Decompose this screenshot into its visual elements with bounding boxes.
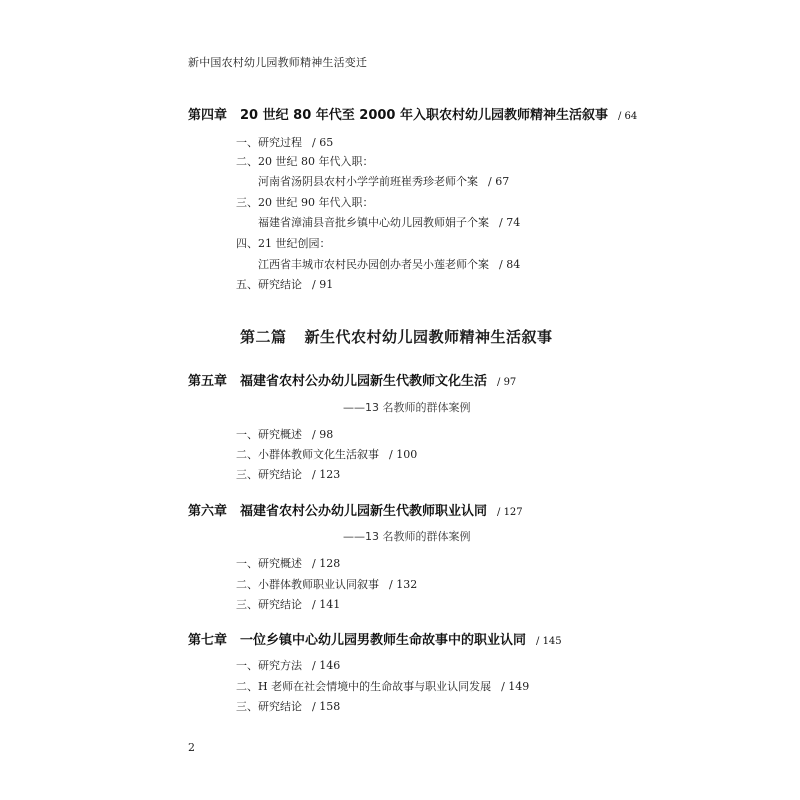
toc-entry-page: / 141 [312,598,341,611]
toc-entry-page: / 158 [312,700,341,713]
toc-entry [236,657,340,673]
toc-entry-label: 一、研究概述 [236,428,302,441]
toc-entry-label: 二、20 世纪 80 年代入职： [236,155,374,168]
toc-entry [236,576,417,592]
page-number: 2 [188,741,195,754]
toc-entry-label: 四、21 世纪创园： [236,237,331,250]
chapter-6-number: 第六章 [188,504,228,519]
toc-entry [236,466,340,482]
toc-entry-label: 一、研究过程 [236,136,302,149]
chapter-6-page: / 127 [497,507,523,518]
toc-entry-label: 一、研究概述 [236,557,302,570]
toc-entry-page: / 84 [499,258,521,271]
chapter-5-subtitle: ——13 名教师的群体案例 [343,401,471,414]
toc-entry-page: / 91 [312,278,334,291]
toc-entry [236,555,340,571]
part-2-title [240,326,553,347]
toc-entry [258,173,509,189]
toc-entry [236,276,333,292]
toc-entry [236,678,529,694]
toc-entry-page: / 123 [312,468,341,481]
chapter-5-number: 第五章 [188,374,228,389]
chapter-4-page: / 64 [618,111,638,122]
toc-entry-label: 二、小群体教师职业认同叙事 [236,578,379,591]
chapter-5-heading [188,370,516,389]
toc-entry-label: 三、20 世纪 90 年代入职： [236,196,374,209]
toc-entry-page: / 65 [312,136,334,149]
toc-entry-label: 二、小群体教师文化生活叙事 [236,448,379,461]
toc-entry-label: 三、研究结论 [236,468,302,481]
chapter-6-heading [188,500,523,519]
toc-entry [236,698,340,714]
toc-entry-page: / 67 [488,175,510,188]
toc-entry [236,426,333,442]
chapter-4-heading [188,104,637,123]
toc-entry-page: / 74 [499,216,521,229]
toc-entry-page: / 100 [389,448,418,461]
chapter-5-title: 福建省农村公办幼儿园新生代教师文化生活 [240,374,488,389]
chapter-4-number: 第四章 [188,108,228,123]
chapter-6-subtitle: ——13 名教师的群体案例 [343,530,471,543]
toc-entry-page: / 98 [312,428,334,441]
chapter-7-page: / 145 [536,636,562,647]
chapter-5-page: / 97 [497,377,517,388]
chapter-7-title: 一位乡镇中心幼儿园男教师生命故事中的职业认同 [240,633,527,648]
chapter-4-title: 20 世纪 80 年代至 2000 年入职农村幼儿园教师精神生活叙事 [240,108,608,123]
toc-entry-label: 河南省汤阴县农村小学学前班崔秀珍老师个案 [258,175,478,188]
toc-entry-page: / 132 [389,578,418,591]
chapter-7-number: 第七章 [188,633,228,648]
toc-entry [236,194,373,210]
toc-entry-page: / 128 [312,557,341,570]
toc-entry [236,596,340,612]
toc-entry-label: 三、研究结论 [236,598,302,611]
toc-entry-page: / 146 [312,659,341,672]
toc-entry [258,256,520,272]
toc-entry-label: 三、研究结论 [236,700,302,713]
toc-entry [236,446,417,462]
part-2-name: 新生代农村幼儿园教师精神生活叙事 [304,328,553,346]
toc-entry-label: 江西省丰城市农村民办园创办者吴小莲老师个案 [258,258,489,271]
toc-entry [236,235,331,251]
chapter-6-title: 福建省农村公办幼儿园新生代教师职业认同 [240,504,488,519]
running-header: 新中国农村幼儿园教师精神生活变迁 [188,56,368,69]
toc-entry-label: 五、研究结论 [236,278,302,291]
part-2-label: 第二篇 [240,328,287,346]
toc-entry [236,134,333,150]
toc-entry-label: 二、H 老师在社会情境中的生命故事与职业认同发展 [236,680,492,693]
toc-entry-page: / 149 [501,680,530,693]
toc-entry [236,153,373,169]
chapter-7-heading [188,629,562,648]
toc-entry [258,214,520,230]
toc-entry-label: 福建省漳浦县音批乡镇中心幼儿园教师娟子个案 [258,216,489,229]
toc-entry-label: 一、研究方法 [236,659,302,672]
